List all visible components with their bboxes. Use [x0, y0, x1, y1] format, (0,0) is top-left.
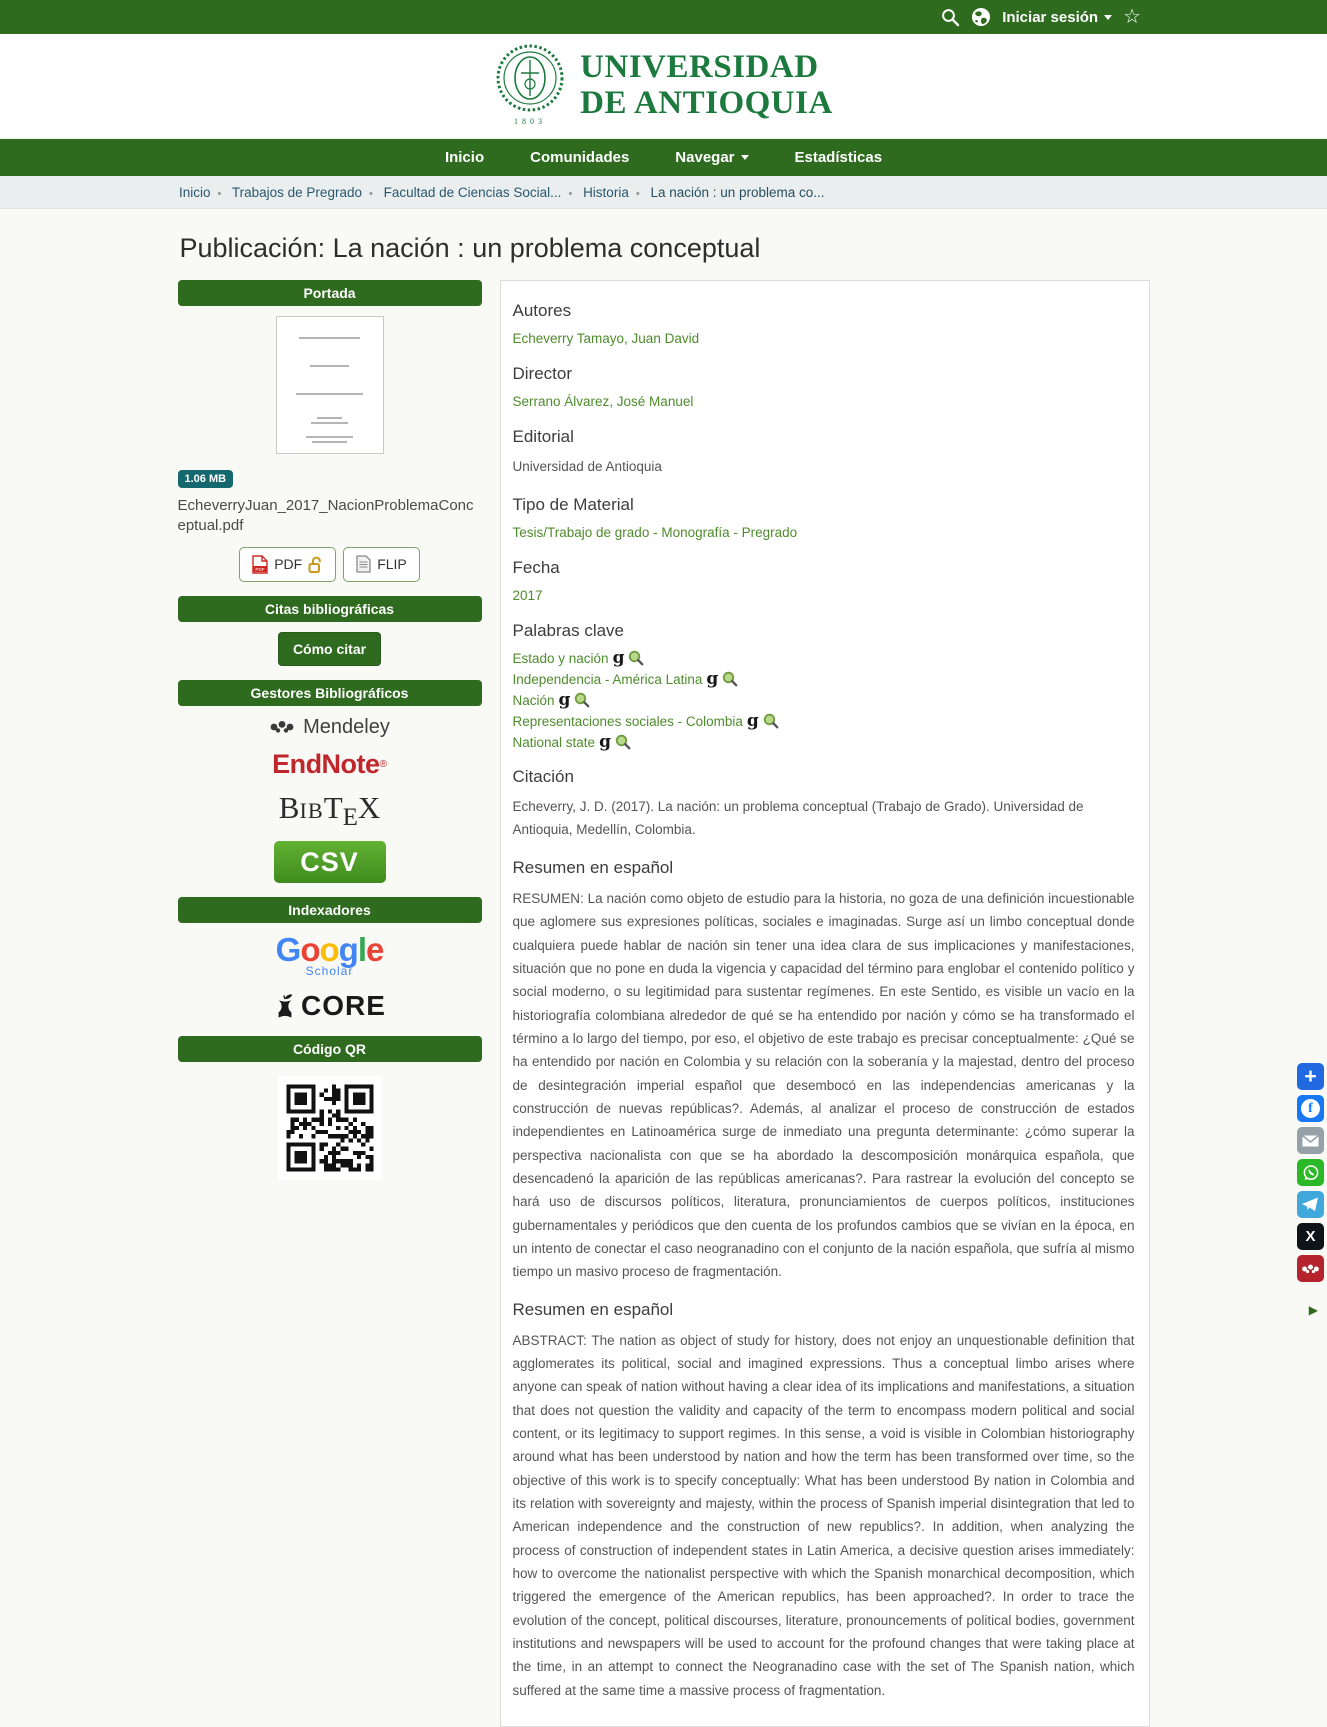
- keyword-row: [512, 647, 1135, 668]
- nav-label: Navegar: [675, 149, 735, 166]
- flip-view-button[interactable]: [343, 547, 420, 582]
- document-thumbnail[interactable]: [276, 316, 384, 454]
- university-logo[interactable]: [580, 50, 833, 121]
- google-logo: Google: [275, 931, 384, 969]
- social-share-bar: [1297, 1063, 1324, 1317]
- citas-header: Citas bibliográficas: [178, 596, 482, 622]
- email-icon: [1302, 1135, 1319, 1147]
- tipo-label: Tipo de Material: [512, 494, 634, 514]
- telegram-share-button[interactable]: [1297, 1191, 1324, 1218]
- indexadores-header: Indexadores: [178, 897, 482, 923]
- thumbnail-text-line: [317, 417, 343, 419]
- como-citar-button[interactable]: Cómo citar: [278, 632, 381, 666]
- nav-label: Inicio: [444, 149, 485, 166]
- breadcrumb-inicio[interactable]: Inicio: [179, 185, 211, 200]
- mendeley-share-button[interactable]: [1297, 1255, 1324, 1282]
- pdf-download-button[interactable]: [239, 547, 336, 582]
- endnote-label: EndNote: [272, 748, 380, 779]
- whatsapp-share-button[interactable]: [1297, 1159, 1324, 1186]
- search-keyword-icon[interactable]: [628, 650, 644, 666]
- nav-label: Comunidades: [530, 149, 630, 166]
- breadcrumb-current: La nación : un problema co...: [650, 185, 825, 200]
- logo-line-2: DE ANTIOQUIA: [580, 85, 833, 121]
- qr-header: Código QR: [178, 1036, 482, 1062]
- sidebar: [178, 280, 482, 1205]
- language-globe-icon[interactable]: [971, 7, 991, 27]
- logo-line-1: UNIVERSIDAD: [580, 49, 819, 86]
- nav-item-navegar[interactable]: [675, 149, 748, 166]
- main-nav: [0, 139, 1327, 176]
- favorite-star-icon[interactable]: ☆: [1123, 6, 1141, 28]
- thumbnail-text-line: [310, 365, 349, 367]
- pdf-file-icon: [252, 555, 268, 574]
- keyword-row: [512, 710, 1135, 731]
- mendeley-icon: [269, 719, 295, 735]
- keyword-row: [512, 668, 1135, 689]
- google-scholar-icon[interactable]: g: [558, 689, 571, 710]
- autores-label: Autores: [512, 301, 572, 320]
- nav-item-estadisticas[interactable]: [795, 149, 883, 166]
- chevron-down-icon: [741, 155, 749, 160]
- breadcrumb-separator: •: [568, 188, 573, 200]
- scholar-label: Scholar: [305, 964, 354, 979]
- keyword-row: [512, 689, 1135, 710]
- keyword-link[interactable]: Representaciones sociales - Colombia: [512, 713, 743, 729]
- thumbnail-text-line: [299, 337, 359, 339]
- x-icon: X: [1305, 1228, 1316, 1245]
- portada-header: Portada: [178, 280, 482, 306]
- breadcrumb-bar: [0, 176, 1327, 209]
- top-bar: [0, 0, 1327, 34]
- citacion-value: Echeverry, J. D. (2017). La nación: un problema conceptual (Trabajo de Grado). Universidad de Antioquia, Medellín, Colombia.: [512, 798, 1084, 837]
- thumbnail-text-line: [306, 436, 353, 438]
- email-share-button[interactable]: [1297, 1127, 1324, 1154]
- breadcrumb: [176, 176, 1151, 208]
- telegram-icon: [1302, 1197, 1319, 1212]
- chevron-down-icon: [1104, 15, 1112, 20]
- tipo-link[interactable]: Tesis/Trabajo de grado - Monografía - Pregrado: [512, 524, 798, 540]
- resumen-label: Resumen en español: [512, 857, 674, 877]
- thumbnail-text-line: [312, 441, 346, 443]
- google-scholar-icon[interactable]: g: [706, 668, 719, 689]
- palabras-label: Palabras clave: [512, 620, 625, 640]
- fecha-label: Fecha: [512, 557, 560, 577]
- gestores-header: Gestores Bibliográficos: [178, 680, 482, 706]
- nav-item-inicio[interactable]: [445, 149, 484, 166]
- file-name: EcheverryJuan_2017_NacionProblemaConceptual.pdf: [177, 497, 474, 535]
- breadcrumb-trabajos[interactable]: Trabajos de Pregrado: [231, 185, 362, 200]
- share-plus-button[interactable]: +: [1297, 1063, 1324, 1090]
- resumen-text: RESUMEN: La nación como objeto de estudio para la historia, no goza de una definición incuestionable que aglomere sus expresiones políticas, sociales e imaginadas. Surge así un limbo conceptual donde cualquiera puede hablar de nación sin tener una idea clara de sus implicaciones y manifestaciones, situación que no pone en duda la vigencia y capacidad del término para englobar el contenido político y social moderno, o su legitimidad para sustentar regímenes. En este Sentido, es visible un vacío en la historiografía colombiana alrededor de qué se ha entendido por nación y cómo se ha transformado el término a lo largo del tiempo, por eso, el objetivo de este trabajo es precisar conceptualmente: ¿Qué se ha entendido por nación en Colombia y su relación con la soberanía y la majestad, dentro del proceso de desintegración imperial español que desembocó en las independencias americanas y la construcción de nuevas repúblicas?. Además, al analizar el proceso de construcción de estados independientes en Latinoamérica surge de inmediato una pregunta determinante: ¿cómo superar la perspectiva nacionalista con que se ha abordado la descomposición monárquica española, que desencadenó la aparición de las repúblicas americanas?. Para rastrear la evolución del concepto se hará uso de discursos políticos, literatura, pronunciamientos de cuerpos políticos, instituciones gubernamentales y periódicos que den cuenta de los profundos cambios que se vivían en la época, en un intento de conectar el caso neogranadino con el conjunto de la nación española, que sufría al mismo tiempo un masivo proceso de fragmentación.: [512, 890, 1135, 1280]
- keyword-link[interactable]: Nación: [512, 692, 555, 708]
- whatsapp-icon: [1302, 1164, 1320, 1182]
- facebook-share-button[interactable]: [1297, 1095, 1324, 1122]
- google-scholar-icon[interactable]: g: [599, 731, 611, 752]
- abstract-text: ABSTRACT: The nation as object of study for history, does not enjoy an unquestionable definition that agglomerates its political, social and imagined expressions. Thus a conceptual limbo arises where anyone can speak of nation without having a clear idea of its implications and manifestations, a situation that does not question the validity and capacity of the term to encompass modern political and social content, or its legitimacy to support regimes. In this sense, a void is visible in Colombian historiography around what has been understood by nation and how the term has been transformed over time, so the objective of this work is to specify conceptually: What has been understood By nation in Colombia and its relation with sovereignty and majesty, within the process of Spanish imperial disintegration that led to American independence and the construction of new republics?. In addition, when analyzing the process of construction of independent states in Latin America, a decisive question arises immediately: how to overcome the nationalist perspective with which the Spanish monarchical decomposition, which triggered the emergence of the American republics, has been approached?. In order to trace the evolution of the concept, political discourses, literature, pronouncements of political bodies, government institutions and newspapers will be used to account for the profound changes that were taking place at the time, in an attempt to connect the Neogranadino case with the set of The Spanish nation, which suffered at the same time a massive process of fragmentation.: [512, 1332, 1135, 1698]
- endnote-export-link[interactable]: [178, 749, 482, 780]
- thumbnail-text-line: [311, 422, 347, 424]
- bibtex-label: $BIBT_EX$: [278, 789, 381, 831]
- search-keyword-icon[interactable]: [763, 713, 779, 729]
- x-share-button[interactable]: [1297, 1223, 1324, 1250]
- mendeley-export-link[interactable]: [178, 716, 482, 739]
- keyword-row: [512, 731, 1135, 752]
- breadcrumb-separator: •: [635, 188, 640, 200]
- keyword-link[interactable]: Independencia - América Latina: [512, 671, 703, 687]
- abstract-label: Resumen en español: [512, 1299, 674, 1319]
- page-title: Publicación: La nación : un problema conceptual: [179, 233, 761, 263]
- editorial-value: Universidad de Antioquia: [512, 459, 662, 474]
- flip-file-icon: [356, 555, 371, 573]
- facebook-icon: f: [1301, 1099, 1320, 1118]
- breadcrumb-historia[interactable]: Historia: [583, 185, 629, 200]
- thumbnail-text-line: [296, 393, 363, 395]
- sharebar-collapse-arrow[interactable]: ▶: [1308, 1303, 1318, 1317]
- search-keyword-icon[interactable]: [722, 671, 738, 687]
- mendeley-label: Mendeley: [303, 715, 390, 738]
- director-label: Director: [512, 364, 573, 383]
- keyword-link[interactable]: National state: [512, 734, 596, 750]
- core-label: CORE: [301, 990, 386, 1022]
- director-link[interactable]: Serrano Álvarez, José Manuel: [512, 394, 694, 409]
- bibtex-export-link[interactable]: [178, 790, 482, 832]
- search-keyword-icon[interactable]: [615, 734, 631, 750]
- search-keyword-icon[interactable]: [574, 692, 590, 708]
- login-label: Iniciar sesión: [1002, 8, 1099, 26]
- editorial-label: Editorial: [512, 427, 574, 446]
- author-link[interactable]: Echeverry Tamayo, Juan David: [512, 331, 700, 346]
- breadcrumb-facultad[interactable]: Facultad de Ciencias Social...: [383, 185, 562, 200]
- university-seal[interactable]: [494, 40, 566, 133]
- open-access-lock-icon: [308, 556, 323, 573]
- csv-label: CSV: [274, 841, 386, 883]
- search-icon[interactable]: [941, 8, 960, 27]
- google-scholar-link[interactable]: [178, 933, 482, 978]
- citacion-label: Citación: [512, 766, 574, 786]
- qr-code: [178, 1076, 482, 1185]
- breadcrumb-separator: •: [217, 188, 222, 200]
- file-size-badge: 1.06 MB: [178, 470, 234, 488]
- nav-label: Estadísticas: [794, 149, 883, 166]
- core-link[interactable]: [178, 990, 482, 1022]
- google-scholar-icon[interactable]: g: [612, 647, 625, 668]
- fecha-link[interactable]: 2017: [512, 587, 543, 603]
- keyword-link[interactable]: Estado y nación: [512, 650, 609, 666]
- csv-export-link[interactable]: [178, 841, 482, 883]
- pdf-button-label: PDF: [274, 556, 303, 572]
- site-header: [0, 34, 1327, 139]
- breadcrumb-separator: •: [368, 188, 373, 200]
- seal-year: 1803: [514, 116, 547, 126]
- nav-item-comunidades[interactable]: [530, 149, 629, 166]
- item-detail-panel: [500, 280, 1150, 1727]
- registered-mark: ®: [379, 758, 387, 770]
- google-scholar-icon[interactable]: g: [746, 710, 759, 731]
- core-apple-icon: [273, 992, 297, 1020]
- mendeley-icon: [1301, 1263, 1320, 1275]
- login-button[interactable]: [1002, 9, 1112, 26]
- svg-text:PDF: PDF: [255, 566, 265, 572]
- flip-button-label: FLIP: [377, 556, 407, 572]
